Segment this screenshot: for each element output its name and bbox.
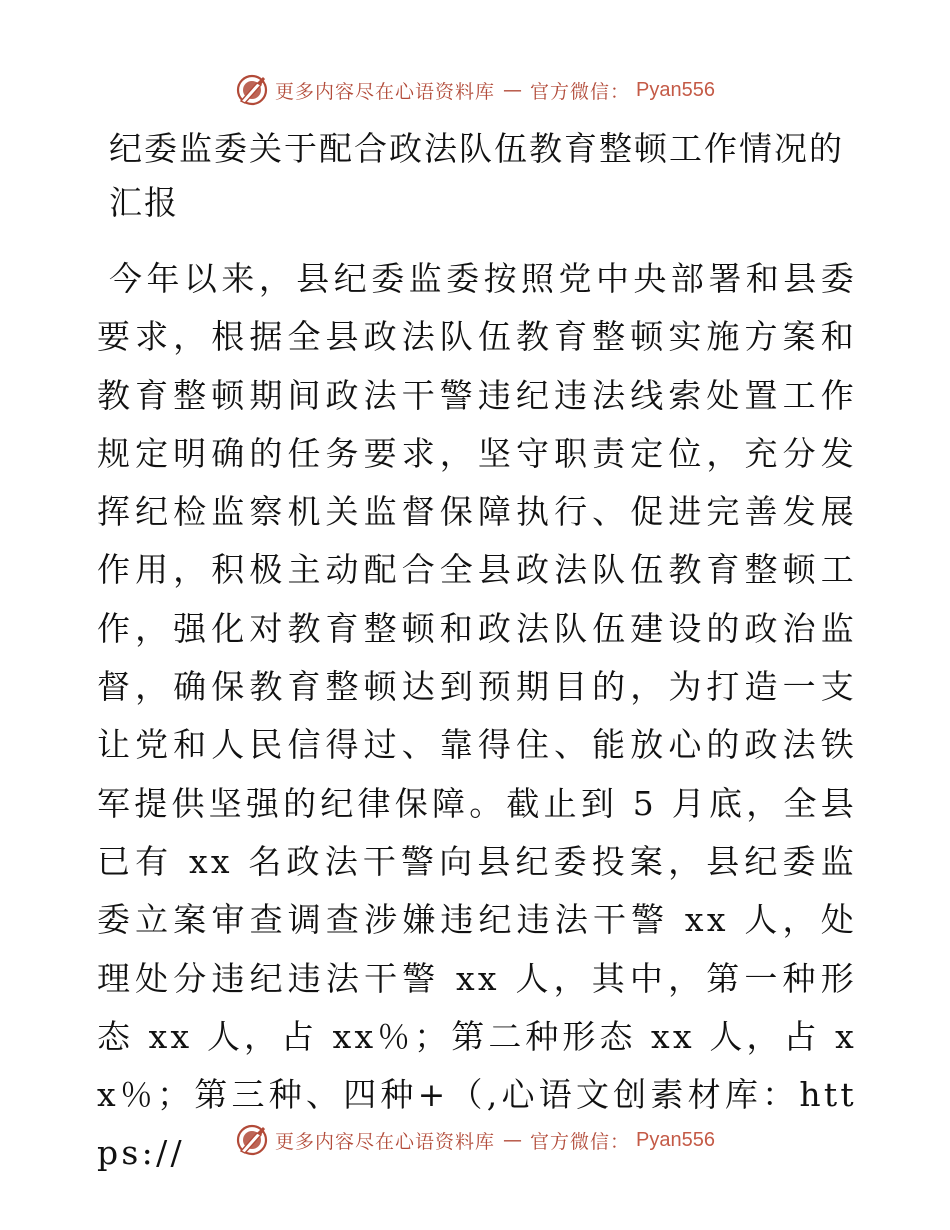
document-title: 纪委监委关于配合政法队伍教育整顿工作情况的汇报	[109, 129, 844, 222]
pen-logo-icon	[235, 73, 269, 107]
footer-watermark	[0, 1120, 950, 1160]
watermark-dash: —	[503, 79, 523, 101]
watermark-group	[235, 1123, 715, 1157]
watermark-group	[235, 73, 715, 107]
document-body-paragraph: 今年以来，县纪委监委按照党中央部署和县委要求，根据全县政法队伍教育整顿实施方案和教育整顿期间政法干警违纪违法线索处置工作规定明确的任务要求，坚守职责定位，充分发挥纪检监察机关监督保障执行、促进完善发展作用，积极主动配合全县政法队伍教育整顿工作，强化对教育整顿和政法队伍建设的政治监督，确保教育整顿达到预期目的，为打造一支让党和人民信得过、靠得住、能放心的政法铁军提供坚强的纪律保障。截止到 5 月底，全县已有 xx 名政法干警向县纪委投案，县纪委监委立案审查调查涉嫌违纪违法干警 xx 人，处理处分违纪违法干警 xx 人，其中，第一种形态 xx 人，占 xx％；第二种形态 xx 人，占 xx％；第三种、四种+（,心语文创素材库：https://	[97, 259, 857, 1173]
watermark-dash: —	[503, 1129, 523, 1151]
document-content	[97, 122, 857, 1183]
watermark-contact-id: Pyan556	[636, 1128, 715, 1151]
header-watermark	[0, 70, 950, 110]
watermark-contact-id: Pyan556	[636, 78, 715, 101]
watermark-site-text: 更多内容尽在心语资料库	[275, 80, 496, 103]
watermark-contact-label: 官方微信：	[530, 80, 631, 103]
watermark-site-text: 更多内容尽在心语资料库	[275, 1130, 496, 1153]
watermark-contact-label: 官方微信：	[530, 1130, 631, 1153]
pen-logo-icon	[235, 1123, 269, 1157]
